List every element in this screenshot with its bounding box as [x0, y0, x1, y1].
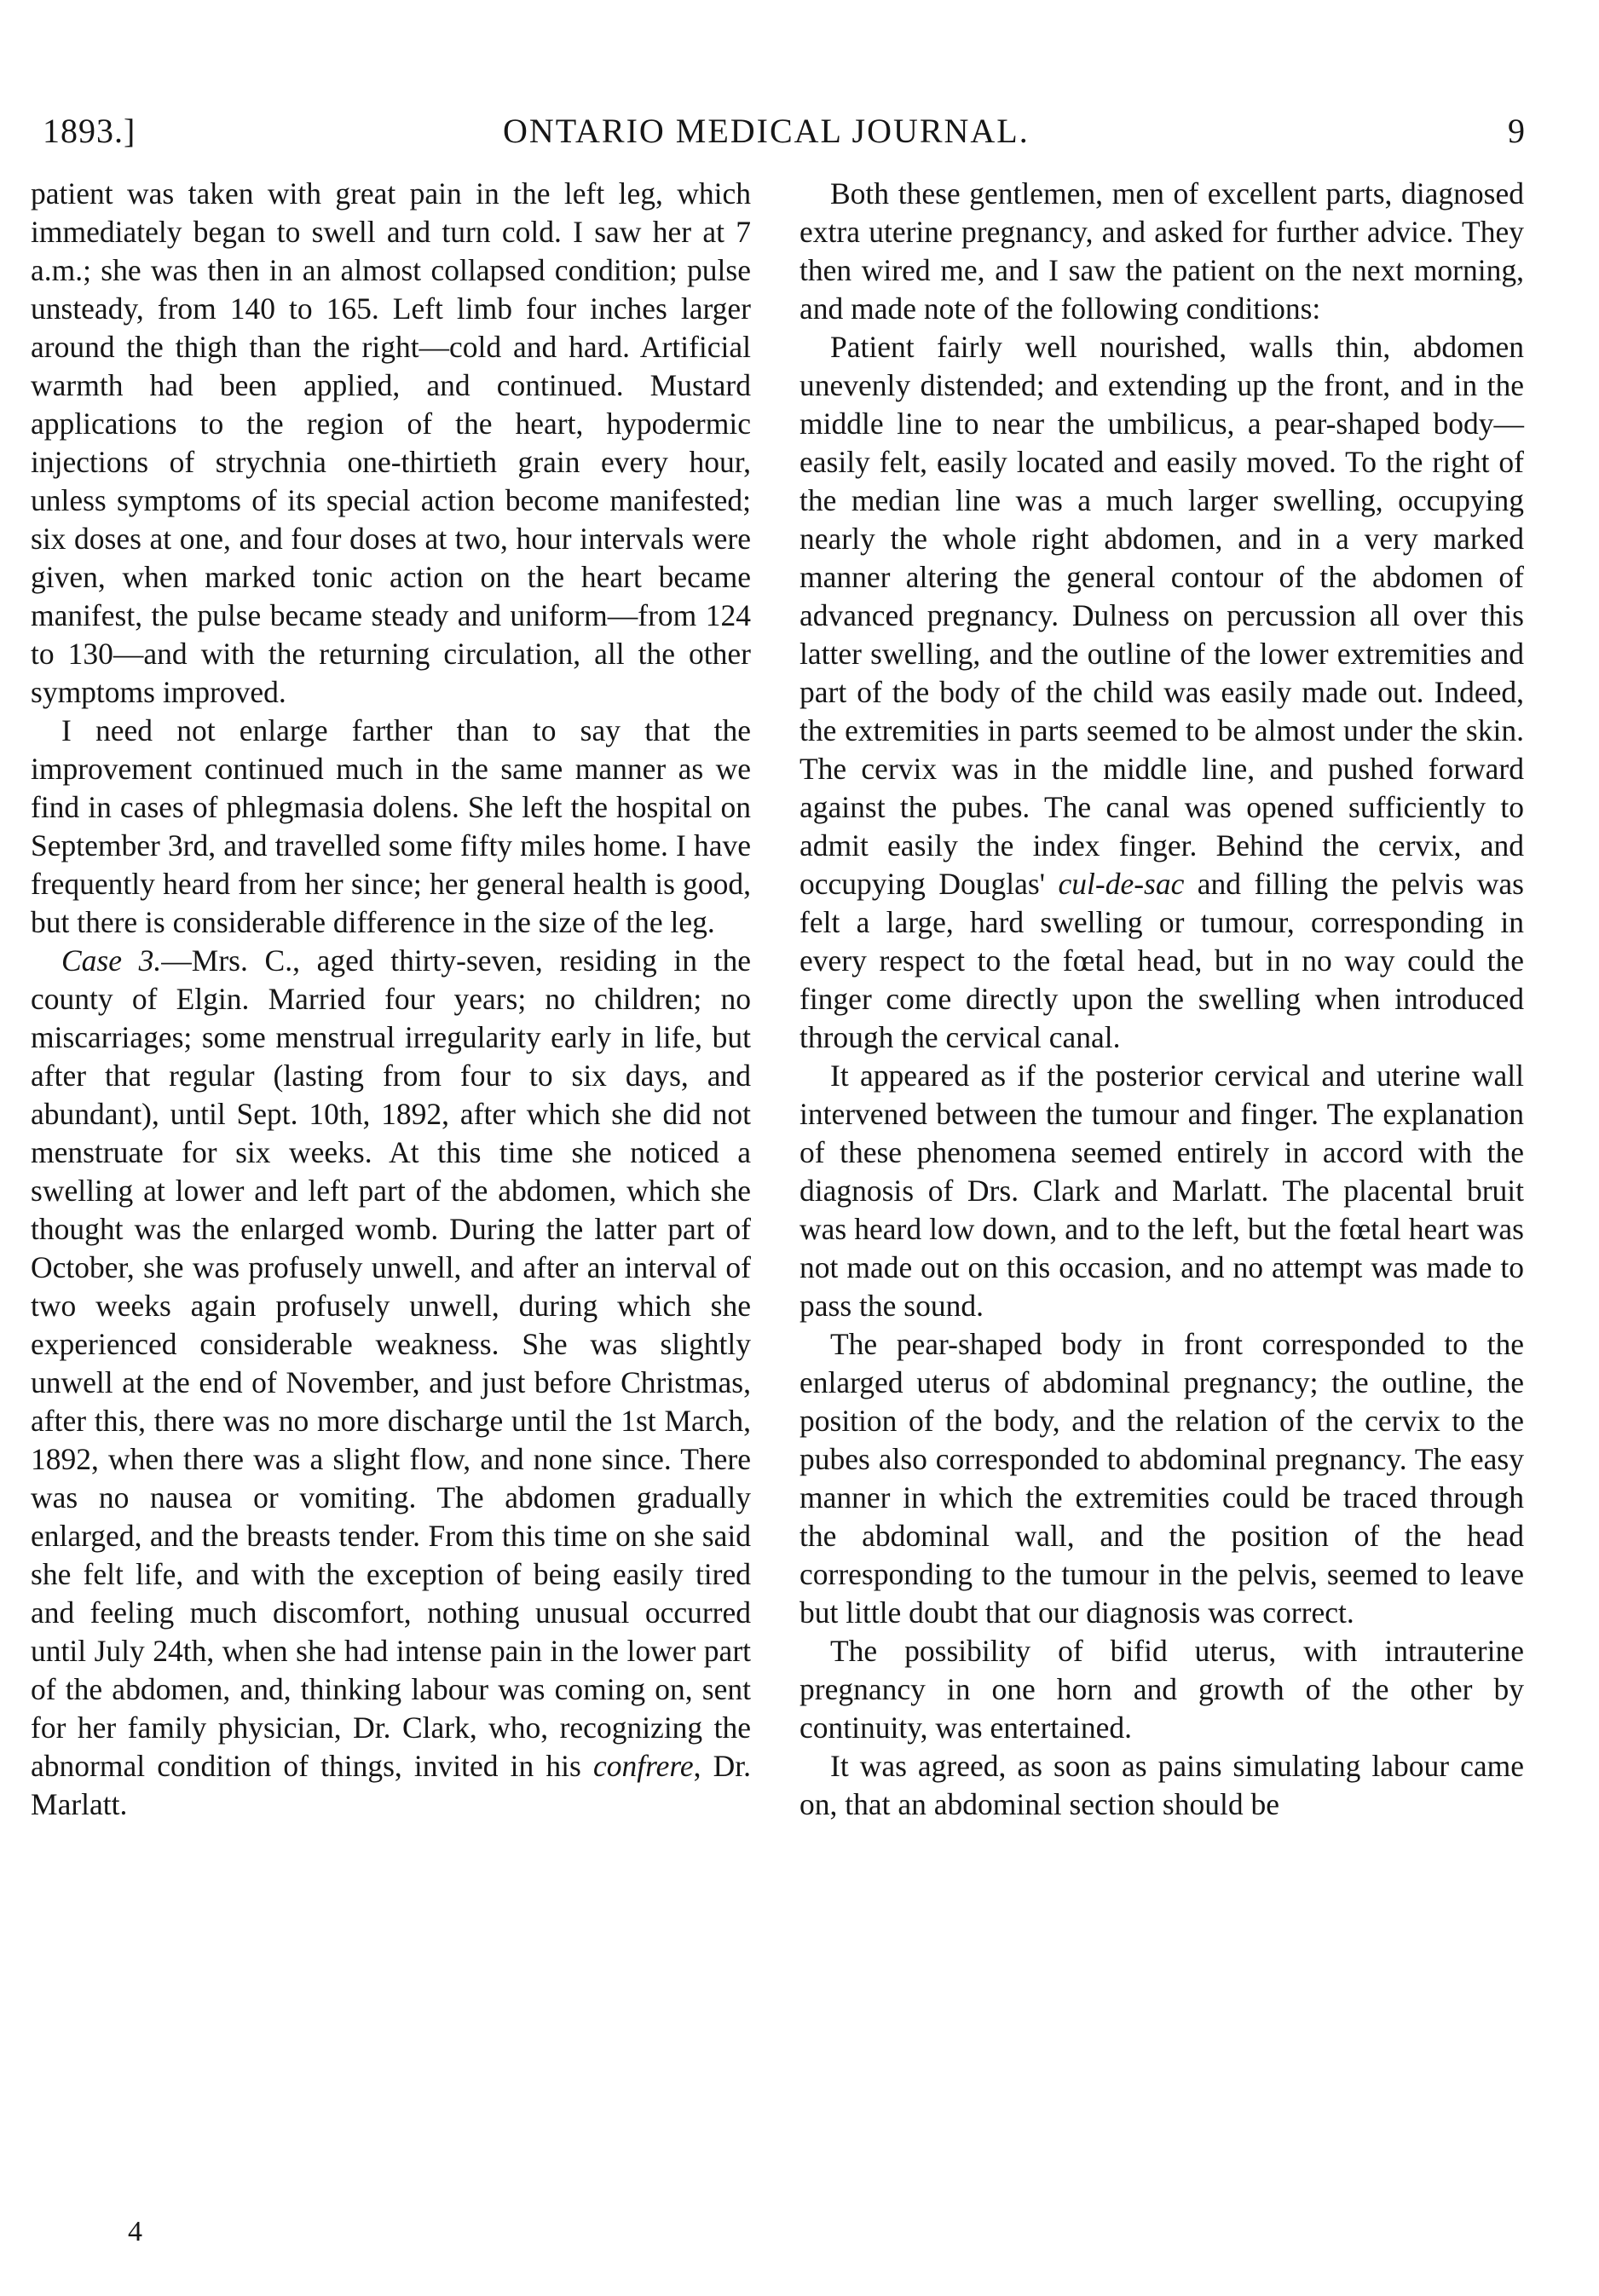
journal-title: ONTARIO MEDICAL JOURNAL. [503, 112, 1030, 150]
case-text-end: , Dr. Marlatt. [31, 1749, 752, 1821]
header-year: 1893.] [43, 112, 136, 150]
right-paragraph-1: Both these gentlemen, men of excellent parts, diagnosed extra uterine pregnancy, and asked for further advice. They then wired me, and I saw the patient on the next morning, and made note of the following conditions: [800, 176, 1524, 326]
right-paragraph-4: The pear-shaped body in front corresponded to the enlarged uterus of abdominal pregnancy; the outline, the position of the body, and the relation of the cervix to the pubes also corresponded to abdominal pregnancy. The easy manner in which the extremities could be traced through the abdominal wall, and the position of the head corresponding to the tumour in the pelvis, seemed to leave but little doubt that our diagnosis was correct. [800, 1327, 1524, 1630]
right-paragraph-2 [800, 328, 1524, 1057]
case-label: Case 3. [61, 943, 162, 978]
exam-text-end: and filling the pelvis was felt a large, hard swelling or tumour, corresponding in every respect to the fœtal head, but in no way could the finger come directly upon the swelling when introduced through the cervical canal. [800, 867, 1524, 1054]
exam-text: Patient fairly well nourished, walls thin, abdomen unevenly distended; and extending up the front, and in the middle line to near the umbilicus, a pear-shaped body—easily felt, easily located and easily moved. To the right of the median line was a much larger swelling, occupying nearly the whole right abdomen, and in a very marked manner altering the general contour of the abdomen of advanced pregnancy. Dulness on percussion all over this latter swelling, and the outline of the lower extremities and part of the body of the child was easily made out. Indeed, the extremities in parts seemed to be almost under the skin. The cervix was in the middle line, and pushed forward against the pubes. The canal was opened sufficiently to admit easily the index finger. Behind the cervix, and occupying Douglas' [800, 330, 1524, 901]
right-column [800, 175, 1524, 1824]
confrere-word: confrere [592, 1749, 694, 1783]
left-paragraph-3 [31, 942, 751, 1824]
left-column [31, 175, 751, 1824]
right-paragraph-3: It appeared as if the posterior cervical and uterine wall intervened between the tumour and finger. The explanation of these phenomena seemed entirely in accord with the diagnosis of Drs. Clark and Marlatt. The placental bruit was heard low down, and to the left, but the fœtal heart was not made out on this occasion, and no attempt was made to pass the sound. [800, 1059, 1524, 1323]
right-paragraph-5: The possibility of bifid uterus, with intrauterine pregnancy in one horn and growth of the other by continuity, was entertained. [800, 1634, 1524, 1745]
page-number: 9 [1508, 112, 1526, 150]
left-paragraph-1: patient was taken with great pain in the left leg, which immediately began to swell and turn cold. I saw her at 7 a.m.; she was then in an almost collapsed condition; pulse unsteady, from 140 to 165. Left limb four inches larger around the thigh than the right—cold and hard. Artificial warmth had been applied, and continued. Mustard applications to the region of the heart, hypodermic injections of strychnia one-thirtieth grain every hour, unless symptoms of its special action become manifested; six doses at one, and four doses at two, hour intervals were given, when marked tonic action on the heart became manifest, the pulse became steady and uniform—from 124 to 130—and with the returning circulation, all the other symptoms improved. [31, 176, 751, 709]
left-paragraph-2: I need not enlarge farther than to say that the improvement continued much in the same manner as we find in cases of phlegmasia dolens. She left the hospital on September 3rd, and travelled some fifty miles home. I have frequently heard from her since; her general health is good, but there is considerable difference in the size of the leg. [31, 713, 751, 939]
signature-mark: 4 [128, 2216, 142, 2247]
running-header [43, 111, 1526, 162]
case-text: —Mrs. C., aged thirty-seven, residing in the county of Elgin. Married four years; no children; no miscarriages; some menstrual irregularity early in life, but after that regular (lasting from four to six days, and abundant), until Sept. 10th, 1892, after which she did not menstruate for six weeks. At this time she noticed a swelling at lower and left part of the abdomen, which she thought was the enlarged womb. During the latter part of October, she was profusely unwell, and after an interval of two weeks again profusely unwell, during which she experienced considerable weakness. She was slightly unwell at the end of November, and just before Christmas, after this, there was no more discharge until the 1st March, 1892, when there was a slight flow, and none since. There was no nausea or vomiting. The abdomen gradually enlarged, and the breasts tender. From this time on she said she felt life, and with the exception of being easily tired and feeling much discomfort, nothing unusual occurred until July 24th, when she had intense pain in the lower part of the abdomen, and, thinking labour was coming on, sent for her family physician, Dr. Clark, who, recognizing the abnormal condition of things, invited in his [31, 943, 751, 1783]
cul-de-sac-word: cul-de-sac [1058, 867, 1185, 901]
right-paragraph-6: It was agreed, as soon as pains simulating labour came on, that an abdominal section should be [800, 1749, 1524, 1821]
